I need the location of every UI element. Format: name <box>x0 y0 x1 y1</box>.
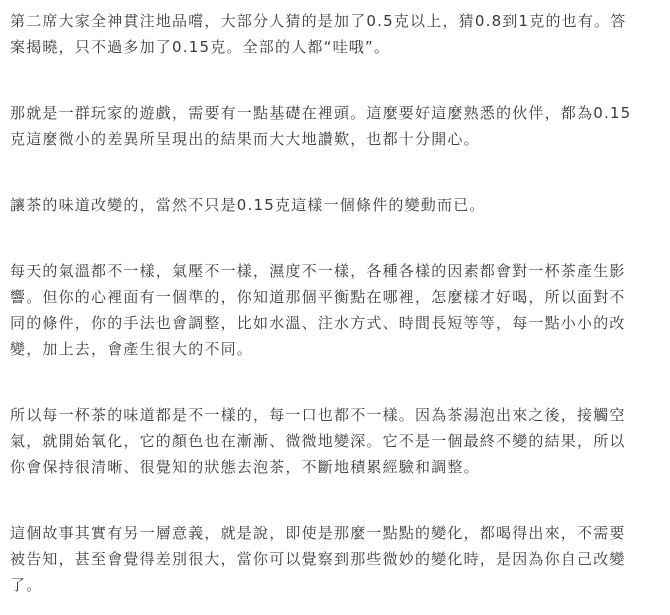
text-line: 第二席大家全神貫注地品嚐，大部分人猜的是加了0.5克以上，猜0.8到1克的也有。答 <box>10 12 627 30</box>
paragraph-gap <box>10 152 662 192</box>
paragraph-players-game <box>10 100 662 152</box>
text-line: 每天的氣溫都不一樣，氣壓不一樣，濕度不一樣，各種各樣的因素都會對一杯茶產生影 <box>10 262 626 280</box>
paragraph-taste-change <box>10 192 662 218</box>
text-line: 變，加上去，會產生很大的不同。 <box>10 340 254 358</box>
article-body <box>10 8 662 598</box>
text-line: 響。但你的心裡面有一個準的，你知道那個平衡點在哪裡，怎麼樣才好喝，所以面對不 <box>10 288 626 306</box>
paragraph-tasting-result <box>10 8 662 60</box>
text-line: 克這麼微小的差異所呈現出的結果而大大地讚歎，也都十分開心。 <box>10 130 480 148</box>
text-line: 那就是一群玩家的遊戲，需要有一點基礎在裡頭。這麼要好這麼熟悉的伙伴，都為0.15 <box>10 104 632 122</box>
paragraph-gap <box>10 362 662 402</box>
text-line: 所以每一杯茶的味道都是不一樣的，每一口也都不一樣。因為茶湯泡出來之後，接觸空 <box>10 406 626 424</box>
text-line: 同的條件，你的手法也會調整，比如水溫、注水方式、時間長短等等，每一點小小的改 <box>10 314 626 332</box>
text-line: 被告知，甚至會覺得差別很大，當你可以覺察到那些微妙的變化時，是因為你自己改變 <box>10 550 626 568</box>
text-line: 氣，就開始氧化，它的顏色也在漸漸、微微地變深。它不是一個最終不變的結果，所以 <box>10 432 626 450</box>
paragraph-gap <box>10 60 662 100</box>
text-line: 讓茶的味道改變的，當然不只是0.15克這樣一個條件的變動而已。 <box>10 196 486 214</box>
text-line: 了。 <box>10 576 43 594</box>
text-line: 案揭曉，只不過多加了0.15克。全部的人都“哇哦”。 <box>10 38 391 56</box>
text-line: 你會保持很清晰、很覺知的狀態去泡茶，不斷地積累經驗和調整。 <box>10 458 480 476</box>
paragraph-story-meaning <box>10 520 662 598</box>
paragraph-gap <box>10 218 662 258</box>
paragraph-gap <box>10 480 662 520</box>
paragraph-every-cup <box>10 402 662 480</box>
paragraph-daily-conditions <box>10 258 662 362</box>
text-line: 這個故事其實有另一層意義，就是說，即使是那麼一點點的變化，都喝得出來，不需要 <box>10 524 626 542</box>
